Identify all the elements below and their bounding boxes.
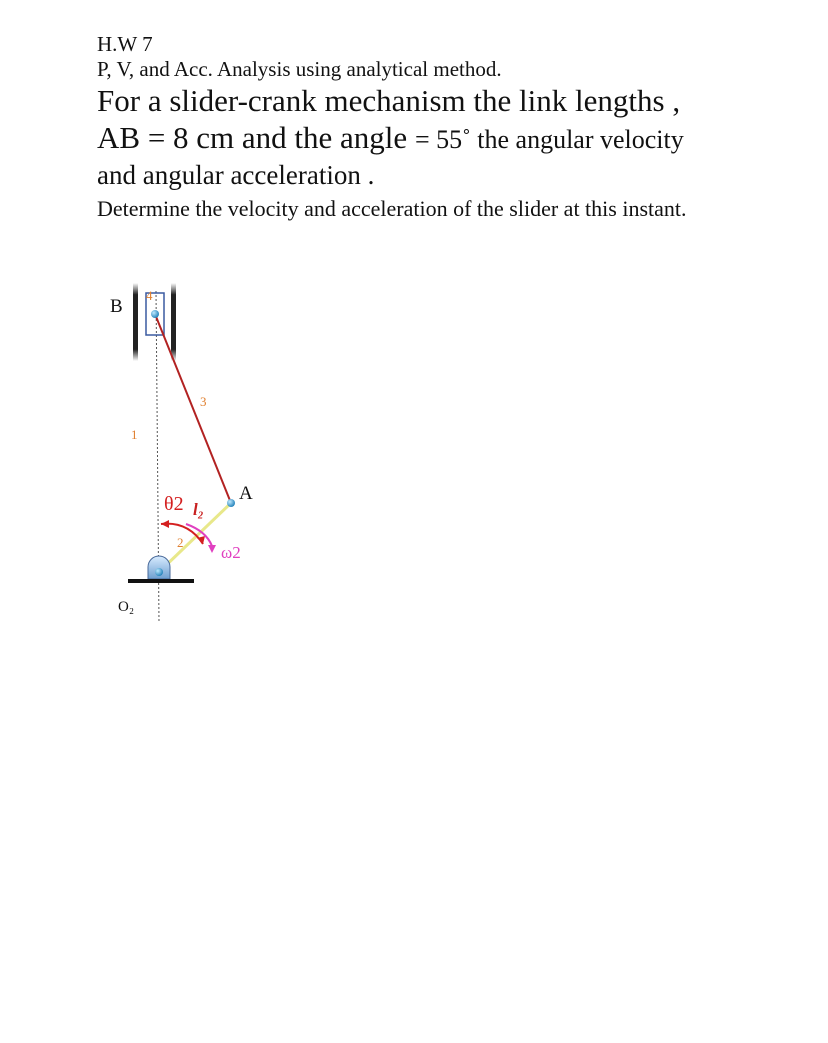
- problem-line-2-b: = 55˚ the angular velocity: [414, 125, 684, 154]
- pin-A: [227, 499, 235, 507]
- label-A: A: [239, 483, 253, 504]
- link-number-4: 4: [146, 288, 153, 303]
- slider-crank-diagram: [100, 283, 280, 623]
- slider-guide-left: [133, 283, 138, 361]
- omega-label: ω2: [221, 543, 241, 562]
- coupler-link: [155, 314, 231, 503]
- theta-label: θ2: [164, 493, 184, 515]
- link-number-3: 3: [200, 394, 207, 409]
- problem-body: Determine the velocity and acceleration of the slider at this instant.: [97, 196, 687, 221]
- homework-title: H.W 7: [97, 32, 153, 56]
- theta-arrow-start: [161, 520, 169, 528]
- length-label: l₂: [193, 500, 204, 519]
- problem-line-2-a: AB = 8 cm and the angle: [97, 120, 415, 155]
- problem-text: [97, 32, 797, 223]
- subtitle: P, V, and Acc. Analysis using analytical method.: [97, 57, 502, 81]
- problem-line-3: and angular acceleration .: [97, 160, 375, 190]
- slider-guide-right: [171, 283, 176, 361]
- mechanism-svg: [100, 283, 280, 623]
- label-B: B: [110, 296, 123, 317]
- pin-O2: [155, 568, 163, 576]
- link-number-2: 2: [177, 535, 184, 550]
- label-O2: O₂: [118, 599, 135, 615]
- problem-line-1: For a slider-crank mechanism the link lengths ,: [97, 83, 681, 118]
- pin-B: [151, 310, 159, 318]
- link-number-1: 1: [131, 427, 138, 442]
- problem-line-2: [97, 119, 797, 158]
- omega-arrow: [208, 545, 216, 553]
